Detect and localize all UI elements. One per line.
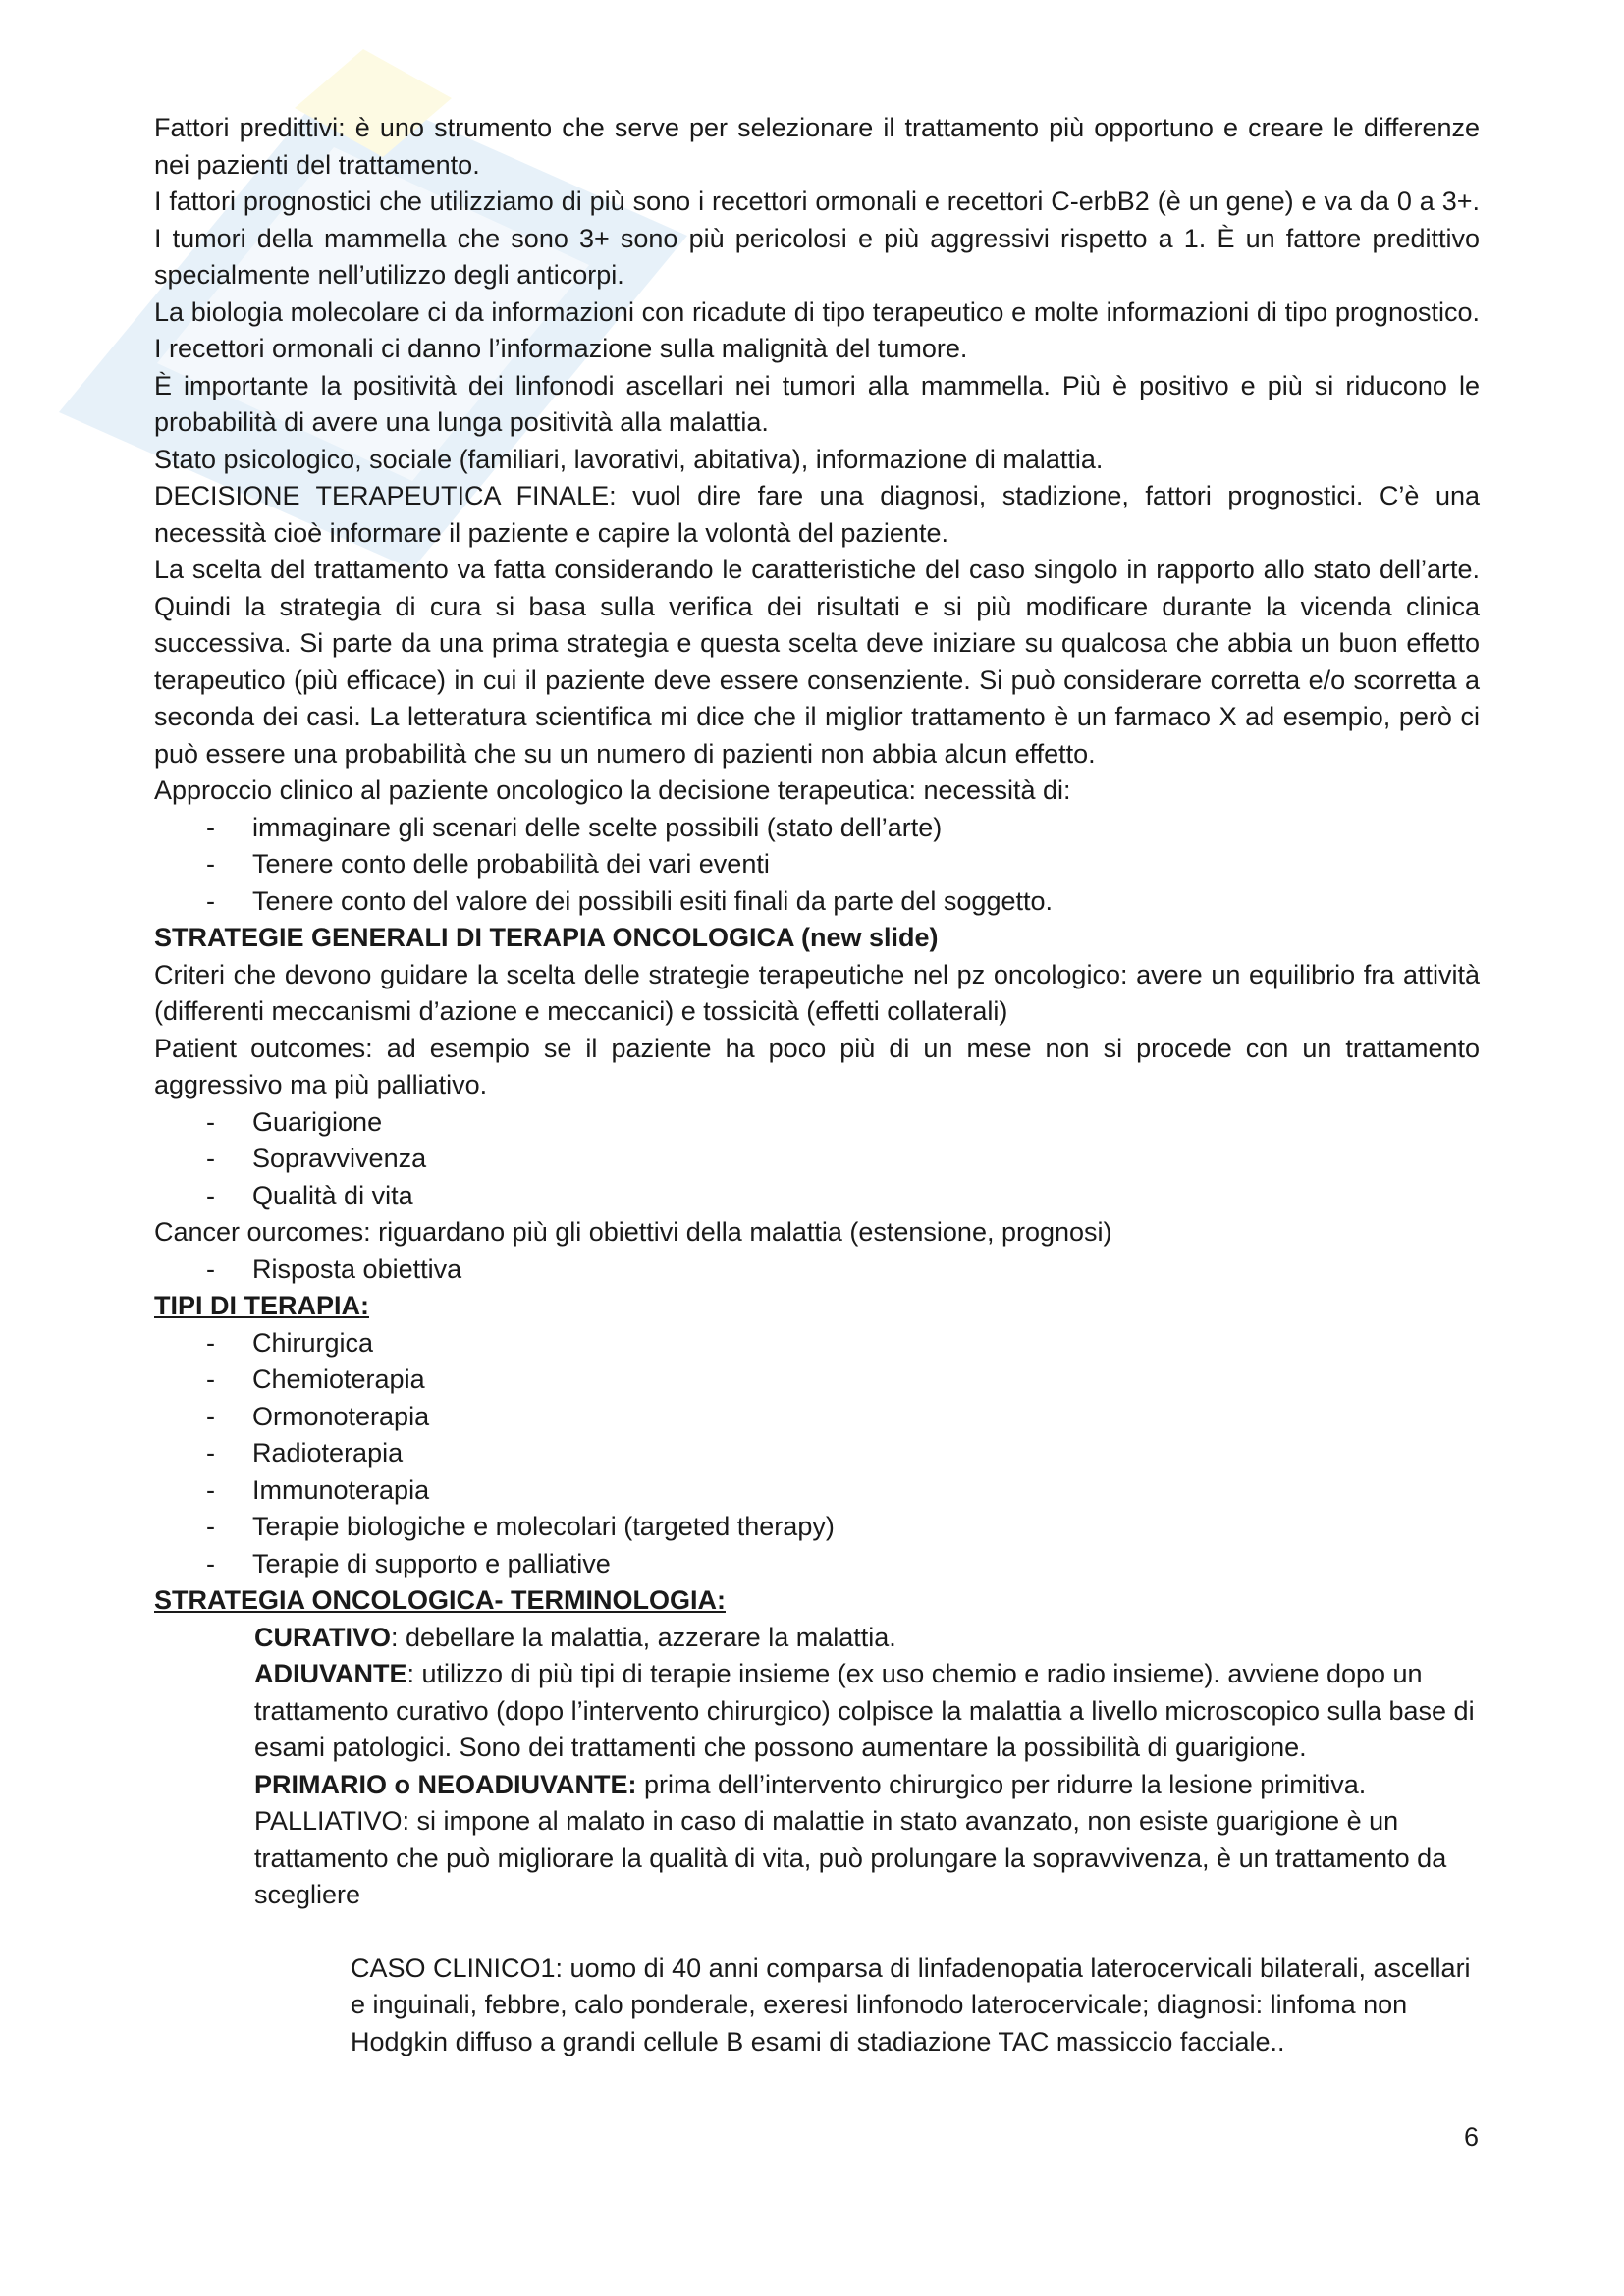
paragraph-stato-psicologico: Stato psicologico, sociale (familiari, lavorativi, abitativa), informazione di malattia. <box>154 444 1104 474</box>
list-item: - Ormonoterapia <box>206 1399 1480 1436</box>
therapy-heading: TIPI DI TERAPIA: <box>154 1291 370 1320</box>
term-adiuvante-text: : utilizzo di più tipi di terapie insieme (ex uso chemio e radio insieme). avviene dopo un trattamento curativo (dopo l’intervento chirurgico) colpisce la malattia a livello microscopico sulla base di esami patologici. Sono dei trattamenti che possono aumentare la possibilità di guarigione. <box>254 1659 1475 1762</box>
strategies-heading: STRATEGIE GENERALI DI TERAPIA ONCOLOGICA (new slide) <box>154 923 939 952</box>
paragraph-fattori-predittivi: Fattori predittivi: è uno strumento che serve per selezionare il trattamento più opportuno e creare le differenze nei pazienti del trattamento. <box>154 113 1480 180</box>
paragraph-criteri: Criteri che devono guidare la scelta delle strategie terapeutiche nel pz oncologico: avere un equilibrio fra attività (differenti meccanismi d’azione e meccanici) e tossicità (effetti collaterali) <box>154 959 1480 1026</box>
list-item: - Risposta obiettiva <box>206 1252 1480 1289</box>
list-item: - Sopravvivenza <box>206 1141 1480 1178</box>
paragraph-fattori-prognostici: I fattori prognostici che utilizziamo di più sono i recettori ormonali e recettori C-erbB2 (è un gene) e va da 0 a 3+. I tumori della mammella che sono 3+ sono più pericolosi e più aggressivi rispetto a 1. È un fattore predittivo specialmente nell’utilizzo degli anticorpi. <box>154 187 1480 290</box>
approach-list <box>154 810 1480 921</box>
list-item: - Radioterapia <box>206 1435 1480 1472</box>
paragraph-cancer-outcomes: Cancer ourcomes: riguardano più gli obiettivi della malattia (estensione, prognosi) <box>154 1217 1112 1247</box>
term-primario-text: prima dell’intervento chirurgico per ridurre la lesione primitiva. <box>636 1769 1367 1799</box>
paragraph-decisione-terapeutica: DECISIONE TERAPEUTICA FINALE: vuol dire fare una diagnosi, stadizione, fattori prognostici. C’è una necessità cioè informare il paziente e capire la volontà del paziente. <box>154 481 1480 548</box>
document-body <box>154 110 1480 2060</box>
clinical-case <box>154 1950 1480 2061</box>
list-item: - Chemioterapia <box>206 1362 1480 1399</box>
list-item: - Tenere conto del valore dei possibili esiti finali da parte del soggetto. <box>206 883 1480 921</box>
cancer-outcomes-list <box>154 1252 1480 1289</box>
term-adiuvante-label: ADIUVANTE <box>254 1659 407 1688</box>
list-item: - Tenere conto delle probabilità dei vari eventi <box>206 846 1480 883</box>
term-adiuvante <box>254 1656 1480 1767</box>
list-item: - Chirurgica <box>206 1325 1480 1362</box>
paragraph-biologia-molecolare: La biologia molecolare ci da informazioni con ricadute di tipo terapeutico e molte informazioni di tipo prognostico. I recettori ormonali ci danno l’informazione sulla malignità del tumore. <box>154 296 1480 363</box>
term-primario <box>254 1767 1480 1804</box>
term-curativo-text: : debellare la malattia, azzerare la malattia. <box>391 1622 896 1652</box>
paragraph-patient-outcomes: Patient outcomes: ad esempio se il paziente ha poco più di un mese non si procede con un trattamento aggressivo ma più palliativo. <box>154 1033 1480 1099</box>
list-item: - Immunoterapia <box>206 1472 1480 1510</box>
list-item: - Terapie di supporto e palliative <box>206 1546 1480 1583</box>
term-curativo-label: CURATIVO <box>254 1622 391 1652</box>
terminology-heading: STRATEGIA ONCOLOGICA- TERMINOLOGIA: <box>154 1585 726 1615</box>
list-item: - Terapie biologiche e molecolari (targeted therapy) <box>206 1509 1480 1546</box>
patient-outcomes-list <box>154 1104 1480 1215</box>
term-palliativo: PALLIATIVO: si impone al malato in caso di malattie in stato avanzato, non esiste guarigione è un trattamento che può migliorare la qualità di vita, può prolungare la sopravvivenza, è un trattamento da scegliere <box>254 1806 1447 1909</box>
term-primario-label: PRIMARIO o NEOADIUVANTE: <box>254 1769 637 1799</box>
page-number: 6 <box>1463 2122 1479 2152</box>
list-item: - Qualità di vita <box>206 1178 1480 1215</box>
list-item: - Guarigione <box>206 1104 1480 1142</box>
paragraph-linfonodi: È importante la positività dei linfonodi ascellari nei tumori alla mammella. Più è positivo e più si riducono le probabilità di avere una lunga positività alla malattia. <box>154 370 1480 437</box>
paragraph-scelta-trattamento: La scelta del trattamento va fatta considerando le caratteristiche del caso singolo in rapporto allo stato dell’arte. Quindi la strategia di cura si basa sulla verifica dei risultati e si più modificare durante la vicenda clinica successiva. Si parte da una prima strategia e questa scelta deve iniziare su qualcosa che abbia un buon effetto terapeutico (più efficace) in cui il paziente deve essere consenziente. Si può considerare corretta e/o scorretta a seconda dei casi. La letteratura scientifica mi dice che il miglior trattamento è un farmaco X ad esempio, però ci può essere una probabilità che su un numero di pazienti non abbia alcun effetto. <box>154 555 1480 769</box>
terminology-block <box>154 1620 1480 1914</box>
clinical-case-text: CASO CLINICO1: uomo di 40 anni comparsa di linfadenopatia laterocervicali bilaterali, ascellari e inguinali, febbre, calo ponderale, exeresi linfonodo laterocervicale; diagnosi: linfoma non Hodgkin diffuso a grandi cellule B esami di stadiazione TAC massiccio facciale.. <box>351 1952 1471 2056</box>
list-item: - immaginare gli scenari delle scelte possibili (stato dell’arte) <box>206 810 1480 847</box>
therapy-list <box>154 1325 1480 1583</box>
term-curativo <box>254 1620 1480 1657</box>
paragraph-approccio-clinico: Approccio clinico al paziente oncologico la decisione terapeutica: necessità di: <box>154 775 1071 805</box>
